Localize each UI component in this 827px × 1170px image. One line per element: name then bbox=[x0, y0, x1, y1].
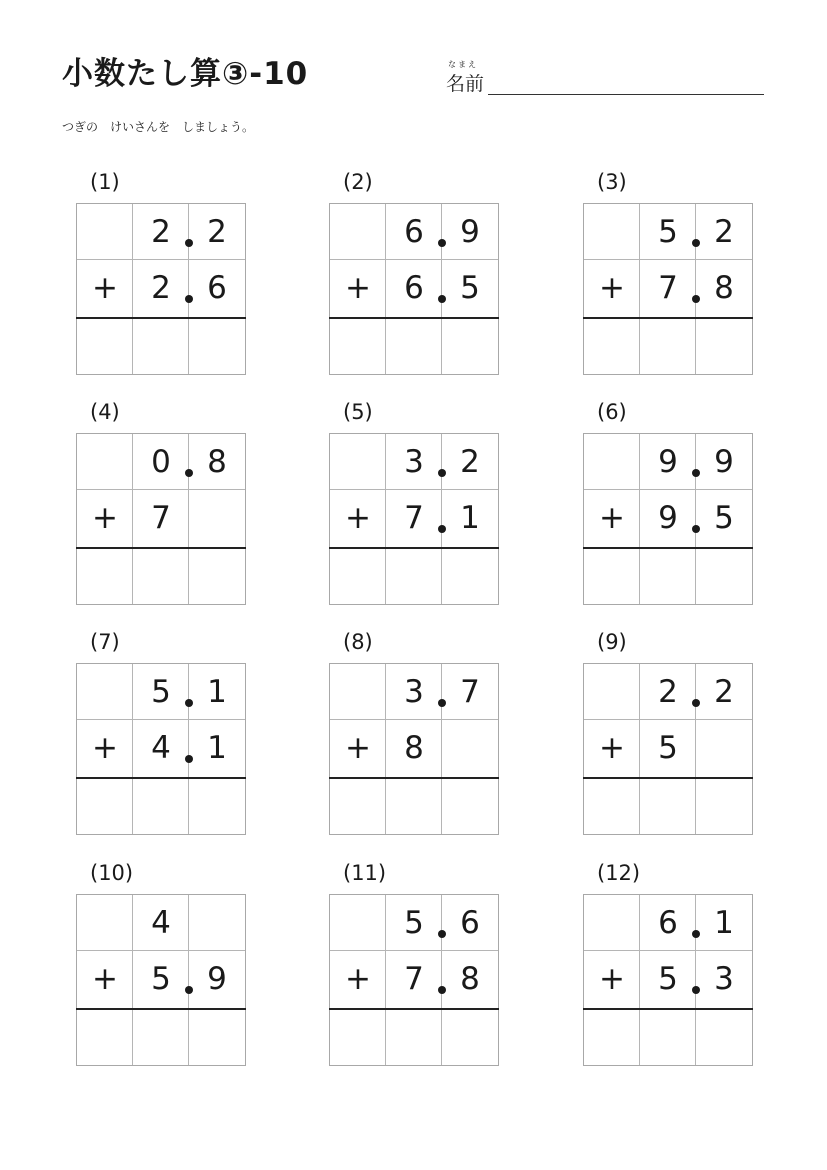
answer-cell[interactable] bbox=[386, 778, 442, 834]
answer-cell[interactable] bbox=[189, 778, 245, 834]
top-digit bbox=[77, 204, 133, 260]
top-digit: 5 bbox=[151, 674, 171, 710]
problem-number: (4) bbox=[90, 400, 120, 424]
answer-cell[interactable] bbox=[696, 1009, 752, 1065]
top-digit bbox=[330, 204, 386, 260]
decimal-point bbox=[692, 699, 700, 707]
plus-sign: + bbox=[599, 500, 625, 536]
decimal-point bbox=[438, 930, 446, 938]
answer-cell[interactable] bbox=[386, 1009, 442, 1065]
answer-cell[interactable] bbox=[640, 1009, 696, 1065]
problem-3 bbox=[583, 170, 753, 390]
bottom-digit: 9 bbox=[658, 500, 678, 536]
problem-number: (8) bbox=[343, 630, 373, 654]
decimal-point bbox=[692, 469, 700, 477]
top-digit: 2 bbox=[207, 214, 227, 250]
bottom-digit: 1 bbox=[460, 500, 480, 536]
problem-number: (11) bbox=[343, 861, 387, 885]
problem-number: (6) bbox=[597, 400, 627, 424]
plus-sign: + bbox=[599, 730, 625, 766]
plus-sign: + bbox=[345, 500, 371, 536]
top-digit bbox=[584, 434, 640, 490]
answer-cell[interactable] bbox=[330, 1009, 386, 1065]
answer-cell[interactable] bbox=[442, 778, 498, 834]
bottom-digit: 7 bbox=[404, 500, 424, 536]
name-write-line[interactable] bbox=[488, 94, 764, 95]
top-digit: 9 bbox=[460, 214, 480, 250]
top-digit: 1 bbox=[714, 905, 734, 941]
addition-grid bbox=[329, 663, 499, 835]
top-digit: 2 bbox=[714, 214, 734, 250]
top-digit bbox=[330, 895, 386, 951]
addition-grid bbox=[329, 433, 499, 605]
answer-cell[interactable] bbox=[584, 548, 640, 604]
decimal-point bbox=[438, 295, 446, 303]
problem-number: (2) bbox=[343, 170, 373, 194]
top-digit: 2 bbox=[658, 674, 678, 710]
bottom-digit: 5 bbox=[714, 500, 734, 536]
decimal-point bbox=[692, 930, 700, 938]
decimal-point bbox=[185, 755, 193, 763]
top-digit bbox=[584, 204, 640, 260]
decimal-point bbox=[185, 239, 193, 247]
top-digit: 2 bbox=[714, 674, 734, 710]
bottom-digit: 8 bbox=[404, 730, 424, 766]
top-digit: 3 bbox=[404, 674, 424, 710]
top-digit bbox=[330, 434, 386, 490]
problem-8 bbox=[329, 630, 499, 850]
plus-sign: + bbox=[345, 730, 371, 766]
instruction-text: つぎの けいさんを しましょう。 bbox=[62, 120, 255, 134]
plus-sign: + bbox=[92, 500, 118, 536]
problem-4 bbox=[76, 400, 246, 620]
answer-cell[interactable] bbox=[77, 778, 133, 834]
answer-cell[interactable] bbox=[584, 1009, 640, 1065]
problem-number: (7) bbox=[90, 630, 120, 654]
top-digit: 6 bbox=[460, 905, 480, 941]
answer-cell[interactable] bbox=[133, 1009, 189, 1065]
addition-grid bbox=[583, 203, 753, 375]
decimal-point bbox=[185, 469, 193, 477]
answer-cell[interactable] bbox=[189, 1009, 245, 1065]
plus-sign: + bbox=[345, 270, 371, 306]
bottom-digit bbox=[189, 490, 245, 546]
bottom-digit: 5 bbox=[151, 961, 171, 997]
addition-grid bbox=[76, 433, 246, 605]
top-digit bbox=[77, 664, 133, 720]
top-digit: 9 bbox=[714, 444, 734, 480]
answer-cell[interactable] bbox=[330, 548, 386, 604]
decimal-point bbox=[438, 699, 446, 707]
top-digit: 2 bbox=[460, 444, 480, 480]
top-digit: 3 bbox=[404, 444, 424, 480]
answer-cell[interactable] bbox=[442, 1009, 498, 1065]
answer-cell[interactable] bbox=[442, 318, 498, 374]
bottom-digit: 5 bbox=[460, 270, 480, 306]
bottom-digit: 7 bbox=[658, 270, 678, 306]
problem-11 bbox=[329, 861, 499, 1081]
top-digit: 9 bbox=[658, 444, 678, 480]
decimal-point bbox=[185, 699, 193, 707]
answer-cell[interactable] bbox=[640, 548, 696, 604]
plus-sign: + bbox=[599, 270, 625, 306]
plus-sign: + bbox=[92, 730, 118, 766]
problem-5 bbox=[329, 400, 499, 620]
name-ruby: なまえ bbox=[448, 60, 478, 69]
bottom-digit: 6 bbox=[207, 270, 227, 306]
problem-number: (1) bbox=[90, 170, 120, 194]
top-digit bbox=[330, 664, 386, 720]
top-digit: 7 bbox=[460, 674, 480, 710]
top-digit: 5 bbox=[404, 905, 424, 941]
problem-7 bbox=[76, 630, 246, 850]
name-label: 名前 bbox=[446, 73, 485, 95]
worksheet-title: 小数たし算③-10 bbox=[62, 56, 309, 92]
answer-cell[interactable] bbox=[189, 318, 245, 374]
problem-1 bbox=[76, 170, 246, 390]
answer-cell[interactable] bbox=[330, 778, 386, 834]
decimal-point bbox=[185, 295, 193, 303]
answer-cell[interactable] bbox=[386, 318, 442, 374]
problem-9 bbox=[583, 630, 753, 850]
bottom-digit: 8 bbox=[714, 270, 734, 306]
answer-cell[interactable] bbox=[77, 318, 133, 374]
bottom-digit: 7 bbox=[151, 500, 171, 536]
decimal-point bbox=[692, 986, 700, 994]
top-digit: 6 bbox=[658, 905, 678, 941]
decimal-point bbox=[692, 295, 700, 303]
answer-cell[interactable] bbox=[696, 548, 752, 604]
addition-grid bbox=[329, 203, 499, 375]
bottom-digit: 4 bbox=[151, 730, 171, 766]
bottom-digit: 5 bbox=[658, 961, 678, 997]
answer-cell[interactable] bbox=[133, 548, 189, 604]
problem-number: (12) bbox=[597, 861, 641, 885]
top-digit bbox=[584, 664, 640, 720]
answer-cell[interactable] bbox=[77, 1009, 133, 1065]
plus-sign: + bbox=[599, 961, 625, 997]
addition-grid bbox=[76, 203, 246, 375]
answer-cell[interactable] bbox=[584, 778, 640, 834]
answer-cell[interactable] bbox=[133, 318, 189, 374]
plus-sign: + bbox=[345, 961, 371, 997]
problem-number: (5) bbox=[343, 400, 373, 424]
addition-grid bbox=[583, 433, 753, 605]
answer-cell[interactable] bbox=[640, 318, 696, 374]
addition-grid bbox=[583, 663, 753, 835]
addition-grid bbox=[76, 663, 246, 835]
top-digit bbox=[77, 895, 133, 951]
answer-cell[interactable] bbox=[330, 318, 386, 374]
bottom-digit: 2 bbox=[151, 270, 171, 306]
top-digit: 4 bbox=[151, 905, 171, 941]
problem-6 bbox=[583, 400, 753, 620]
decimal-point bbox=[438, 469, 446, 477]
bottom-digit: 1 bbox=[207, 730, 227, 766]
addition-grid bbox=[583, 894, 753, 1066]
answer-cell[interactable] bbox=[189, 548, 245, 604]
answer-cell[interactable] bbox=[640, 778, 696, 834]
top-digit: 8 bbox=[207, 444, 227, 480]
answer-cell[interactable] bbox=[584, 318, 640, 374]
bottom-digit: 3 bbox=[714, 961, 734, 997]
answer-cell[interactable] bbox=[696, 778, 752, 834]
answer-cell[interactable] bbox=[133, 778, 189, 834]
plus-sign: + bbox=[92, 270, 118, 306]
bottom-digit: 7 bbox=[404, 961, 424, 997]
problem-2 bbox=[329, 170, 499, 390]
top-digit: 6 bbox=[404, 214, 424, 250]
decimal-point bbox=[185, 986, 193, 994]
bottom-digit: 9 bbox=[207, 961, 227, 997]
bottom-digit bbox=[696, 720, 752, 776]
bottom-digit: 5 bbox=[658, 730, 678, 766]
top-digit bbox=[584, 895, 640, 951]
addition-grid bbox=[329, 894, 499, 1066]
top-digit bbox=[189, 895, 245, 951]
answer-cell[interactable] bbox=[696, 318, 752, 374]
top-digit: 2 bbox=[151, 214, 171, 250]
decimal-point bbox=[692, 239, 700, 247]
decimal-point bbox=[438, 525, 446, 533]
answer-cell[interactable] bbox=[386, 548, 442, 604]
problem-number: (10) bbox=[90, 861, 134, 885]
answer-cell[interactable] bbox=[77, 548, 133, 604]
top-digit: 5 bbox=[658, 214, 678, 250]
answer-cell[interactable] bbox=[442, 548, 498, 604]
decimal-point bbox=[692, 525, 700, 533]
decimal-point bbox=[438, 239, 446, 247]
problem-12 bbox=[583, 861, 753, 1081]
top-digit: 1 bbox=[207, 674, 227, 710]
bottom-digit: 8 bbox=[460, 961, 480, 997]
top-digit bbox=[77, 434, 133, 490]
addition-grid bbox=[76, 894, 246, 1066]
plus-sign: + bbox=[92, 961, 118, 997]
problem-10 bbox=[76, 861, 246, 1081]
bottom-digit: 6 bbox=[404, 270, 424, 306]
decimal-point bbox=[438, 986, 446, 994]
bottom-digit bbox=[442, 720, 498, 776]
top-digit: 0 bbox=[151, 444, 171, 480]
problem-number: (3) bbox=[597, 170, 627, 194]
problem-number: (9) bbox=[597, 630, 627, 654]
